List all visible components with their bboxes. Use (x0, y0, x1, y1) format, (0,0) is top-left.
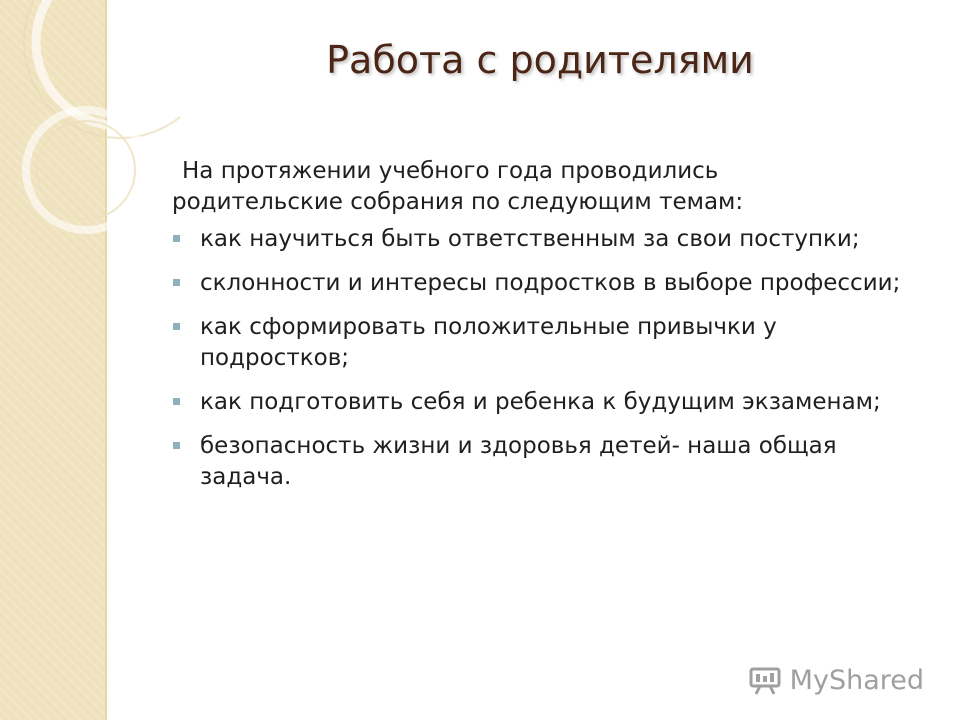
list-item-text: склонности и интересы подростков в выборе профессии; (200, 270, 901, 296)
list-item-text: как научиться быть ответственным за свои поступки; (200, 226, 860, 252)
watermark-text: MyShared (789, 665, 924, 696)
square-bullet-icon (173, 442, 180, 449)
intro-line-1: На протяжении учебного года проводились (182, 158, 719, 184)
topics-list (172, 224, 932, 493)
square-bullet-icon (173, 235, 180, 242)
slide-title: Работа с родителями (326, 38, 754, 82)
list-item (172, 268, 932, 299)
list-item (172, 431, 932, 493)
list-item-text: как подготовить себя и ребенка к будущим экзаменам; (200, 389, 881, 415)
square-bullet-icon (173, 398, 180, 405)
list-item-text: как сформировать положительные привычки у подростков; (200, 314, 777, 371)
presentation-board-icon (748, 666, 782, 696)
list-item (172, 224, 932, 255)
intro-line-2: родительские собрания по следующим темам: (172, 189, 744, 215)
square-bullet-icon (173, 279, 180, 286)
intro-text (172, 156, 932, 218)
slide-content (172, 156, 932, 506)
square-bullet-icon (173, 323, 180, 330)
myshared-watermark (748, 665, 924, 696)
list-item (172, 387, 932, 418)
list-item-text: безопасность жизни и здоровья детей- наша общая задача. (200, 433, 837, 490)
list-item (172, 312, 932, 374)
